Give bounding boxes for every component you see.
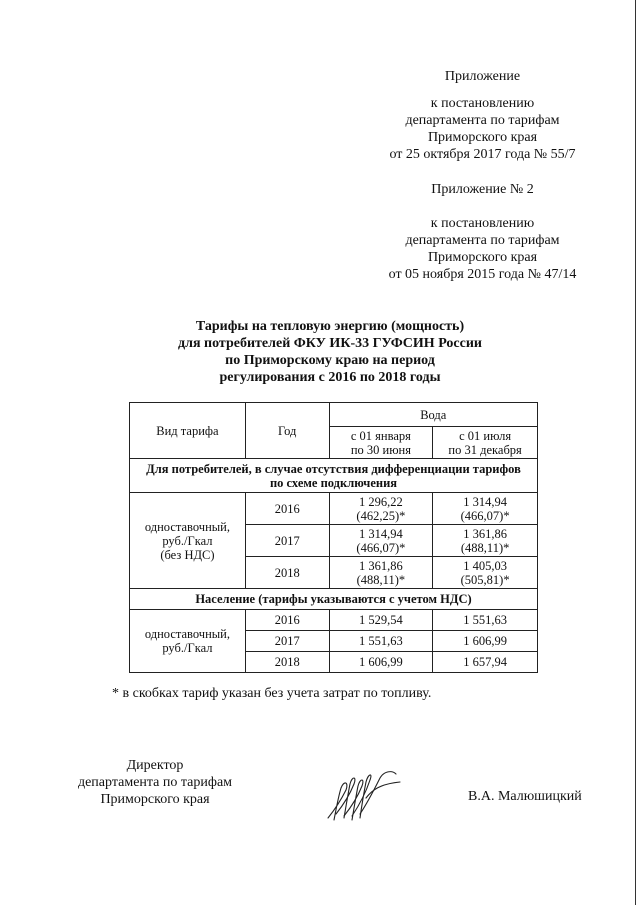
value-cell: 1 606,99 (433, 631, 538, 652)
table-row (130, 493, 538, 525)
header-period-2: с 01 июля по 31 декабря (433, 427, 538, 459)
header-period-1: с 01 января по 30 июня (329, 427, 433, 459)
appendix-line: Приморского края (427, 130, 538, 145)
value-cell: 1 296,22 (462,25)* (329, 493, 433, 525)
value-cell: 1 361,86 (488,11)* (433, 525, 538, 557)
value-cell: 1 551,63 (433, 610, 538, 631)
footnote: * в скобках тариф указан без учета затрат по топливу. (112, 686, 432, 701)
header-tariff-type: Вид тарифа (130, 403, 246, 459)
tariff-type-cell: одноставочный, руб./Гкал (без НДС) (130, 493, 246, 589)
appendix2-line: к постановлению (430, 216, 535, 231)
section-header-consumers: Для потребителей, в случае отсутствия дифференциации тарифов по схеме подключения (130, 459, 538, 493)
tariff-type-cell: одноставочный, руб./Гкал (130, 610, 246, 673)
signatory-position: Директор департамента по тарифам Приморского края (77, 758, 233, 807)
title-line: Тарифы на тепловую энергию (мощность) (195, 319, 465, 334)
appendix-line: к постановлению (430, 96, 535, 111)
table-row (130, 610, 538, 631)
value-cell: 1 314,94 (466,07)* (433, 493, 538, 525)
year-cell: 2018 (245, 652, 329, 673)
year-cell: 2016 (245, 493, 329, 525)
value-cell: 1 529,54 (329, 610, 433, 631)
header-water: Вода (329, 403, 537, 427)
tariff-table (129, 402, 538, 673)
value-cell: 1 314,94 (466,07)* (329, 525, 433, 557)
value-cell: 1 405,03 (505,81)* (433, 557, 538, 589)
title-line: по Приморскому краю на период (225, 353, 435, 368)
appendix-header (360, 68, 605, 283)
appendix-title: Приложение (444, 69, 521, 84)
document-title (110, 318, 550, 386)
appendix2-line: Приморского края (427, 250, 538, 265)
value-cell: 1 551,63 (329, 631, 433, 652)
handwritten-signature (322, 768, 404, 826)
value-cell: 1 657,94 (433, 652, 538, 673)
appendix-line: от 25 октября 2017 года № 55/7 (389, 147, 576, 162)
appendix2-line: департамента по тарифам (405, 233, 560, 248)
value-cell: 1 606,99 (329, 652, 433, 673)
title-line: регулирования с 2016 по 2018 годы (219, 370, 441, 385)
page-edge-line (635, 0, 636, 905)
appendix-line: департамента по тарифам (405, 113, 560, 128)
header-year: Год (245, 403, 329, 459)
title-line: для потребителей ФКУ ИК-33 ГУФСИН России (178, 336, 482, 351)
value-cell: 1 361,86 (488,11)* (329, 557, 433, 589)
year-cell: 2018 (245, 557, 329, 589)
appendix2-line: от 05 ноября 2015 года № 47/14 (388, 267, 577, 282)
year-cell: 2016 (245, 610, 329, 631)
section-header-population: Население (тарифы указываются с учетом НДС) (130, 589, 538, 610)
year-cell: 2017 (245, 525, 329, 557)
year-cell: 2017 (245, 631, 329, 652)
signatory-name: В.А. Малюшицкий (468, 789, 582, 804)
appendix2-title: Приложение № 2 (431, 182, 534, 197)
